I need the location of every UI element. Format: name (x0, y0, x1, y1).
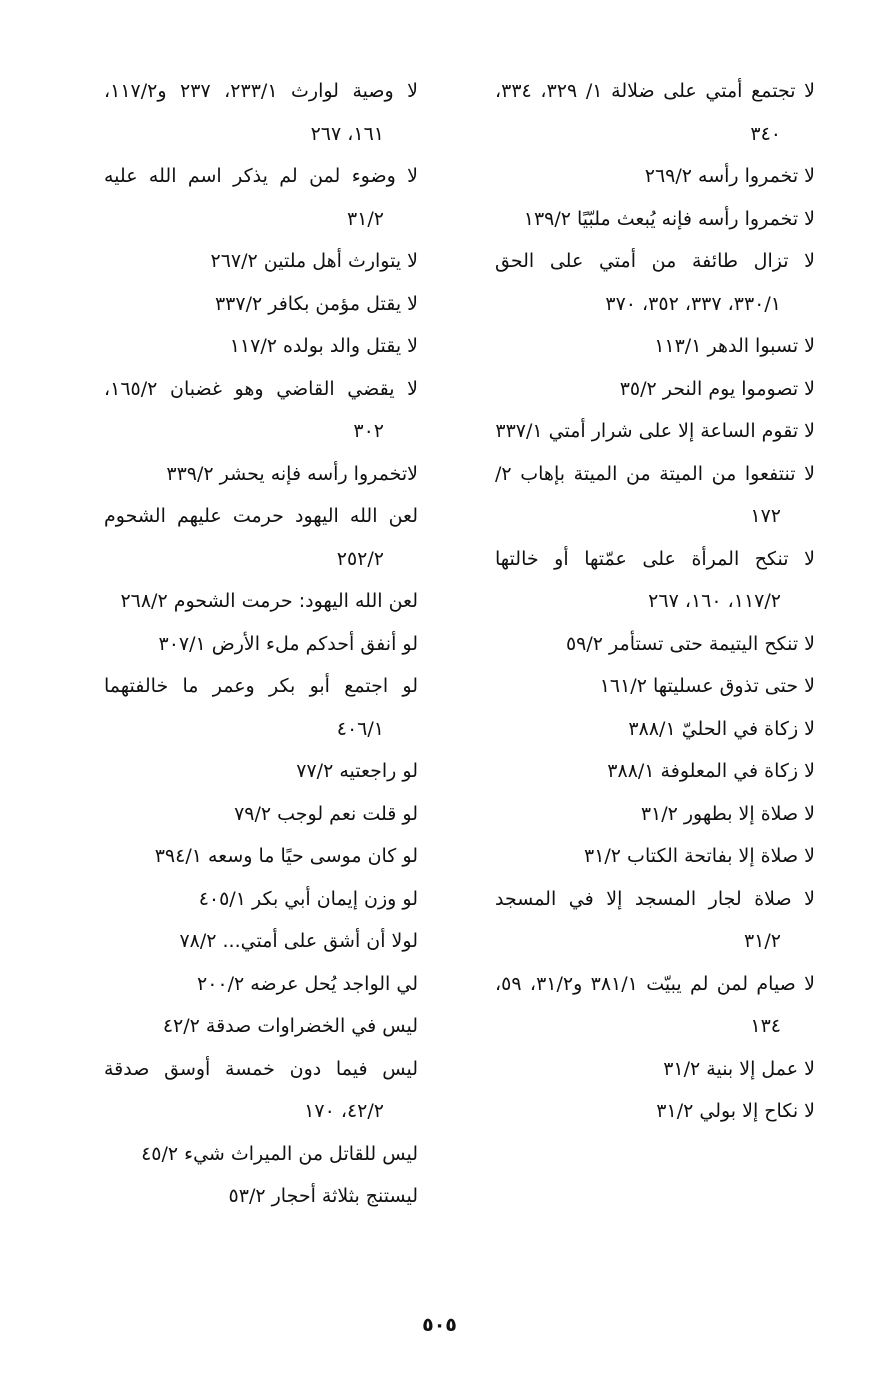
index-entry: لا صلاة إلا بفاتحة الكتاب ٣١/٢ (583, 845, 815, 867)
index-entry: ليستنج بثلاثة أحجار ٥٣/٢ (228, 1185, 418, 1207)
index-entry: لا نكاح إلا بولي ٣١/٢ (656, 1100, 815, 1122)
index-entry: لا تسبوا الدهر ١١٣/١ (654, 335, 815, 357)
index-entry: لا تجتمع أمتي على ضلالة ١/ ٣٢٩، ٣٣٤، ٣٤٠ (495, 80, 815, 145)
index-entry: لا تخمروا رأسه ٢٦٩/٢ (644, 165, 815, 187)
index-entry: لا تنكح اليتيمة حتى تستأمر ٥٩/٢ (565, 632, 815, 655)
index-entry: لا تنكح المرأة على عمّتها أو خالتها ١١٧/٢، ١٦٠، ٢٦٧ (495, 547, 815, 612)
index-entry: لو راجعتيه ٧٧/٢ (296, 760, 418, 782)
right-column (495, 70, 815, 1133)
index-entry: لو وزن إيمان أبي بكر ٤٠٥/١ (198, 887, 418, 910)
index-entry: لا صلاة لجار المسجد إلا في المسجد ٣١/٢ (495, 887, 815, 952)
index-entry: لا تنتفعوا من الميتة من الميتة بإهاب ٢/ ١٧٢ (495, 462, 815, 527)
index-entry: لولا أن أشق على أمتي... ٧٨/٢ (179, 930, 418, 952)
index-entry: لا وضوء لمن لم يذكر اسم الله عليه ٣١/٢ (104, 165, 418, 230)
index-entry: لو اجتمع أبو بكر وعمر ما خالفتهما ٤٠٦/١ (104, 675, 418, 740)
index-entry: لو كان موسى حيًا ما وسعه ٣٩٤/١ (154, 845, 418, 867)
index-entry: لا يقتل مؤمن بكافر ٣٣٧/٢ (214, 292, 418, 315)
index-entry: لا صيام لمن لم يبيّت ٣٨١/١ و٣١/٢، ٥٩، ١٣٤ (495, 972, 816, 1037)
index-entry: لاتخمروا رأسه فإنه يحشر ٣٣٩/٢ (166, 462, 418, 485)
index-entry: لا تزال طائفة من أمتي على الحق ٣٣٠/١، ٣٣٧، ٣٥٢، ٣٧٠ (495, 250, 815, 315)
index-entry: لا زكاة في الحليّ ٣٨٨/١ (628, 717, 815, 740)
index-entry: لا زكاة في المعلوفة ٣٨٨/١ (607, 760, 815, 782)
index-entry: لا تخمروا رأسه فإنه يُبعث ملبّيًا ١٣٩/٢ (523, 207, 815, 230)
index-entry: لا تصوموا يوم النحر ٣٥/٢ (619, 377, 815, 400)
page-number: ٥٠٥ (422, 1314, 457, 1336)
index-entry: لعن الله اليهود: حرمت الشحوم ٢٦٨/٢ (120, 590, 418, 612)
index-entry: لا حتى تذوق عسليتها ١٦١/٢ (599, 675, 815, 697)
index-entry: لو قلت نعم لوجب ٧٩/٢ (234, 802, 418, 825)
index-entry: لو أنفق أحدكم ملء الأرض ٣٠٧/١ (158, 632, 418, 655)
index-entry: ليس في الخضراوات صدقة ٤٢/٢ (162, 1015, 418, 1037)
index-entry: لا يقضي القاضي وهو غضبان ١٦٥/٢، ٣٠٢ (104, 377, 418, 442)
index-entry: لا عمل إلا بنية ٣١/٢ (663, 1057, 815, 1080)
index-entry: لا يتوارث أهل ملتين ٢٦٧/٢ (210, 250, 418, 272)
index-entry: لا صلاة إلا بطهور ٣١/٢ (640, 802, 815, 825)
index-entry: لا يقتل والد بولده ١١٧/٢ (229, 335, 418, 357)
left-column (104, 70, 418, 1218)
index-entry: ليس فيما دون خمسة أوسق صدقة ٤٢/٢، ١٧٠ (104, 1057, 418, 1122)
index-entry: ليس للقاتل من الميراث شيء ٤٥/٢ (141, 1142, 418, 1165)
index-entry: لا تقوم الساعة إلا على شرار أمتي ٣٣٧/١ (495, 420, 815, 442)
index-entry: لا وصية لوارث ٢٣٣/١، ٢٣٧ و١١٧/٢، ١٦١، ٢٦٧ (104, 80, 419, 145)
index-entry: لعن الله اليهود حرمت عليهم الشحوم ٢٥٢/٢ (104, 505, 418, 570)
index-entry: لي الواجد يُحل عرضه ٢٠٠/٢ (197, 972, 418, 995)
